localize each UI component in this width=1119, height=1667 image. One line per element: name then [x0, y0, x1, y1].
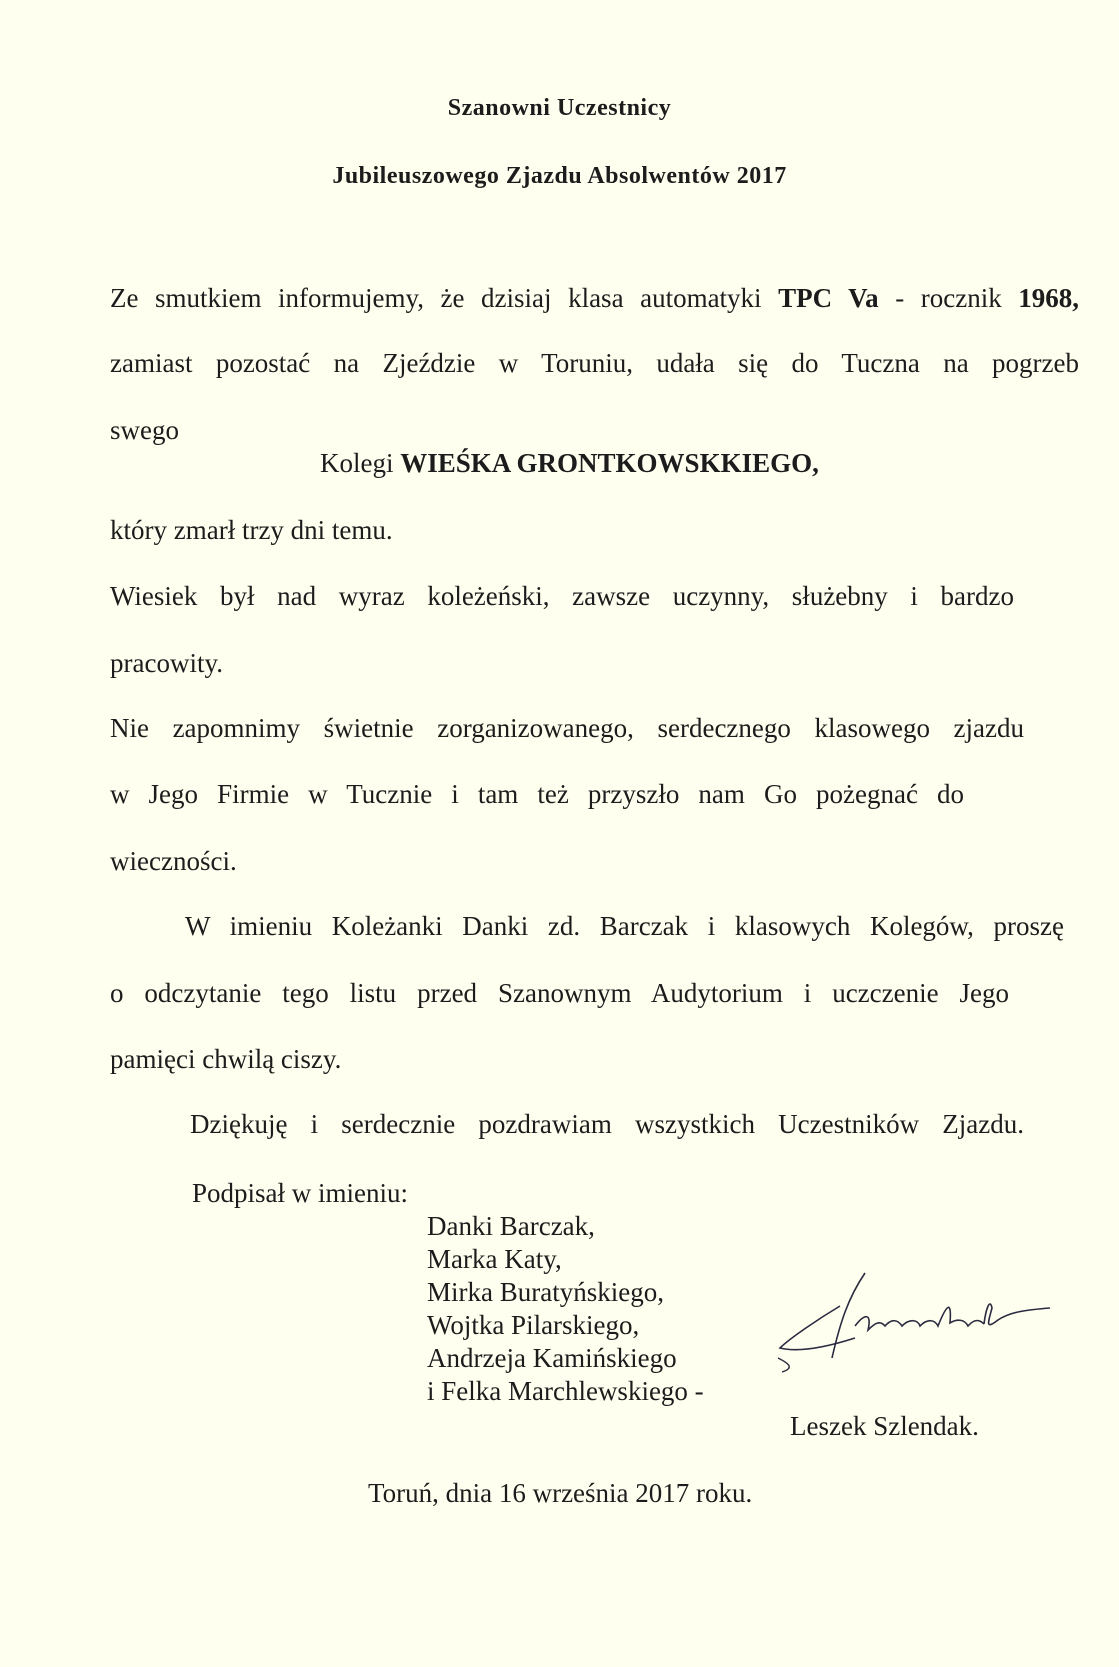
paragraph-line: Wiesiek był nad wyraz koleżeński, zawsze uczynny, służebny i bardzo — [110, 581, 1014, 611]
signatory-name: Andrzeja Kamińskiego — [427, 1343, 677, 1373]
paragraph-line: o odczytanie tego listu przed Szanownym Audytorium i uczczenie Jego — [110, 978, 1009, 1008]
signatory-name: Marka Katy, — [427, 1244, 562, 1274]
paragraph-line: pamięci chwilą ciszy. — [110, 1044, 342, 1074]
class-name: TPC Va — [778, 283, 879, 313]
heading-line-1: Szanowni Uczestnicy — [447, 95, 672, 121]
paragraph-line: wieczności. — [110, 846, 237, 876]
signed-label: Podpisał w imieniu: — [192, 1178, 408, 1208]
paragraph-line — [110, 282, 1079, 314]
paragraph-line: w Jego Firmie w Tucznie i tam też przyszło nam Go pożegnać do — [110, 779, 964, 809]
handwritten-signature — [770, 1268, 1060, 1378]
paragraph-line: zamiast pozostać na Zjeździe w Toruniu, udała się do Tuczna na pogrzeb — [110, 348, 1079, 378]
place-and-date: Toruń, dnia 16 września 2017 roku. — [368, 1478, 753, 1508]
signatory-name: Mirka Buratyńskiego, — [427, 1277, 664, 1307]
paragraph-line: który zmarł trzy dni temu. — [110, 515, 393, 545]
heading-line-2: Jubileuszowego Zjazdu Absolwentów 2017 — [332, 163, 787, 189]
class-year: 1968, — [1018, 283, 1079, 313]
paragraph-line: pracowity. — [110, 648, 223, 678]
text-fragment: Ze smutkiem informujemy, że dzisiaj klasa automatyki — [110, 283, 779, 313]
paragraph-line: Nie zapomnimy świetnie zorganizowanego, serdecznego klasowego zjazdu — [110, 713, 1024, 743]
signer-name: Leszek Szlendak. — [790, 1411, 979, 1441]
signatory-name: Danki Barczak, — [427, 1211, 595, 1241]
signatory-name: Wojtka Pilarskiego, — [427, 1310, 640, 1340]
paragraph-line: Dziękuję i serdecznie pozdrawiam wszystkich Uczestników Zjazdu. — [190, 1109, 1024, 1139]
deceased-name: WIEŚKA GRONTKOWSKKIEGO, — [400, 448, 819, 478]
text-fragment: - rocznik — [878, 283, 1019, 313]
text-fragment: Kolegi — [320, 448, 401, 478]
paragraph-line: W imieniu Koleżanki Danki zd. Barczak i klasowych Kolegów, proszę — [185, 911, 1064, 941]
deceased-name-line — [320, 447, 1079, 479]
paragraph-line: swego — [110, 415, 179, 445]
signatory-name: i Felka Marchlewskiego - — [427, 1376, 704, 1406]
